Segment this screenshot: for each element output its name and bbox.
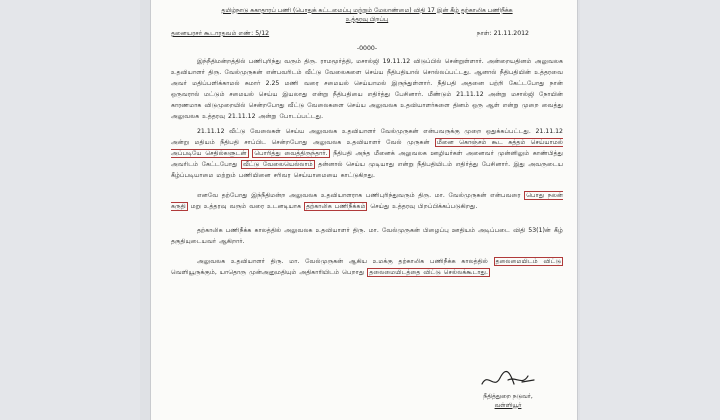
paragraph-3-text-a: எனவே தற்போது இந்நீதிமன்ற அலுவலக உதவியாளராக பணிபுரிந்துவரும் திரு. மா. வேல்முருகன் என்பவரை — [197, 192, 521, 199]
document-page — [150, 0, 578, 420]
order-meta — [171, 28, 563, 39]
paragraph-4: தற்காலிக பணிநீக்க காலத்தில் அலுவலக உதவியாளர் திரு. மா. வேல்முருகன் பிழைப்பு ஊதியம் அடிப்படை விதி 53(1)ன் கீழ் தகுதியுடையவர் ஆகிறார். — [171, 227, 563, 245]
reference-number: தனையரசர் கூடாரதவம் எண்: 5/12 — [171, 30, 270, 37]
paragraph-2-text-a: 21.11.12 வீட்டு வேலைகள் செய்ய அலுவலக உதவியாளர் வேல்முருகன் என்பவருக்கு முறை ஒதுக்கப்பட்டது. 21.11.12 அன்று மதியம் நீதிபதி சாப்பிட சென்றபோது அலுவலக உதவியாளர் வேல் முருகன் — [171, 128, 563, 146]
paragraph-1: இந்நீதிமன்றத்தில் பணிபுரிந்து வரும் திரு. ராமமூர்த்தி, மசால்ஜி 19.11.12 விடுப்பில் சென்றுள்ளார். அன்றையதினம் அலுவலக உதவியாளர் திரு. வேல்முருகன் என்பவரிடம் வீட்டு வேலைகளை செய்ய நீதிபதியால் சொல்லப்பட்டது. ஆனால் நீதிபதியின் உத்தரவை அவர் மதிப்பளிக்காமல் சுமார் 2.25 மணி வரை சமையல் செய்யாமல் இருந்துள்ளார். நீதிபதி அதனை பற்றி கேட்டபோது நான் ஒருவரால் மட்டும் சமையல் செய்ய இயலாது என்று நீதிபதியை எதிர்த்து பேசினார். மீண்டும் 21.11.12 அன்று மசால்ஜி நோயின் காரணமாக விடுமுறையில் சென்றபோது வீட்டு வேலைகளை செய்ய அலுவலக உதவியாளர்களை தினம் ஒரு ஆள் என்று முறை வைத்து அலுவலக உத்தரவு 21.11.12 அன்று போடப்பட்டது. — [171, 58, 563, 120]
paragraph-2 — [171, 126, 563, 181]
signatory-office: வள்ளியூர் — [494, 402, 522, 409]
highlight-box-headquarters: தலைமையிடம் விட்டு — [495, 258, 561, 265]
paragraph-5-text-a: அலுவலக உதவியாளர் திரு. மா. வேல்முருகன் ஆகிய உமக்கு தற்காலிக பணிநீக்க காலத்தில் — [197, 258, 488, 265]
paragraph-3-text-c: செய்து உத்தரவு பிறப்பிக்கப்படுகிறது. — [370, 203, 478, 210]
signatory-designation: நீதித்துறை நடுவர், — [483, 393, 533, 400]
highlight-box-suspension: தற்காலிக பணிநீக்கம் — [306, 203, 366, 210]
paragraph-5-text-b: வெளியூருக்கும், யாதொரு முன்அனுமதியும் அதிகாரியிடம் பெறாது — [171, 269, 365, 276]
highlight-box-fish: மீனை கொஞ்சம் கூட சுத்தம் செய்யாமல் அப்படியே செதில்களுடன் — [171, 139, 564, 157]
highlight-box-not-leave: தலைமையிடத்தை விட்டு செல்லக்கூடாது. — [369, 269, 488, 276]
highlight-box-housework: வீட்டு வேலையெல்லாம் — [242, 161, 313, 168]
paragraph-5 — [171, 256, 563, 278]
signature-block — [463, 370, 553, 410]
order-title — [171, 6, 563, 24]
order-title-line1: தமிழ்நாடு சுகாதாரப் பணி (பொதுக் கட்டமைப்பு மற்றும் மேலாண்மை) விதி 17 இன் கீழ் தற்காலிக பணிநீக்க — [221, 7, 513, 14]
paragraph-3 — [171, 190, 563, 212]
left-margin — [0, 0, 140, 420]
highlight-box-public-interest: பொது நலன் கருதி — [171, 192, 563, 210]
paragraph-2-text-c: தன்னால் செய்ய முடியாது என்று நீதிபதியிடம் எதிர்த்து பேசினார். இது அவருடைய கீழ்ப்படியாமை மற்றும் பணியினை சரிவர செய்யாமையை காட்டுகிறது. — [171, 161, 564, 179]
right-margin — [580, 0, 720, 420]
highlight-box-fried: பொரித்து வைத்திருந்தார். — [254, 150, 328, 157]
order-date: நாள்: 21.11.2012 — [476, 30, 529, 37]
paragraph-2-text-b: நீதிபதி அந்த மீனைக் அலுவலக ஊழியர்கள் அனைவர் முன்னிலும் காண்பித்து அவரிடம் கேட்டபோது — [171, 150, 563, 168]
paragraph-3-text-b: மறு உத்தரவு வரும் வரை உடனடியாக — [190, 203, 302, 210]
separator: -0000- — [356, 45, 378, 52]
signature-scribble — [478, 370, 538, 392]
order-title-line2: உத்தரவு பிறப்பு — [345, 16, 389, 23]
